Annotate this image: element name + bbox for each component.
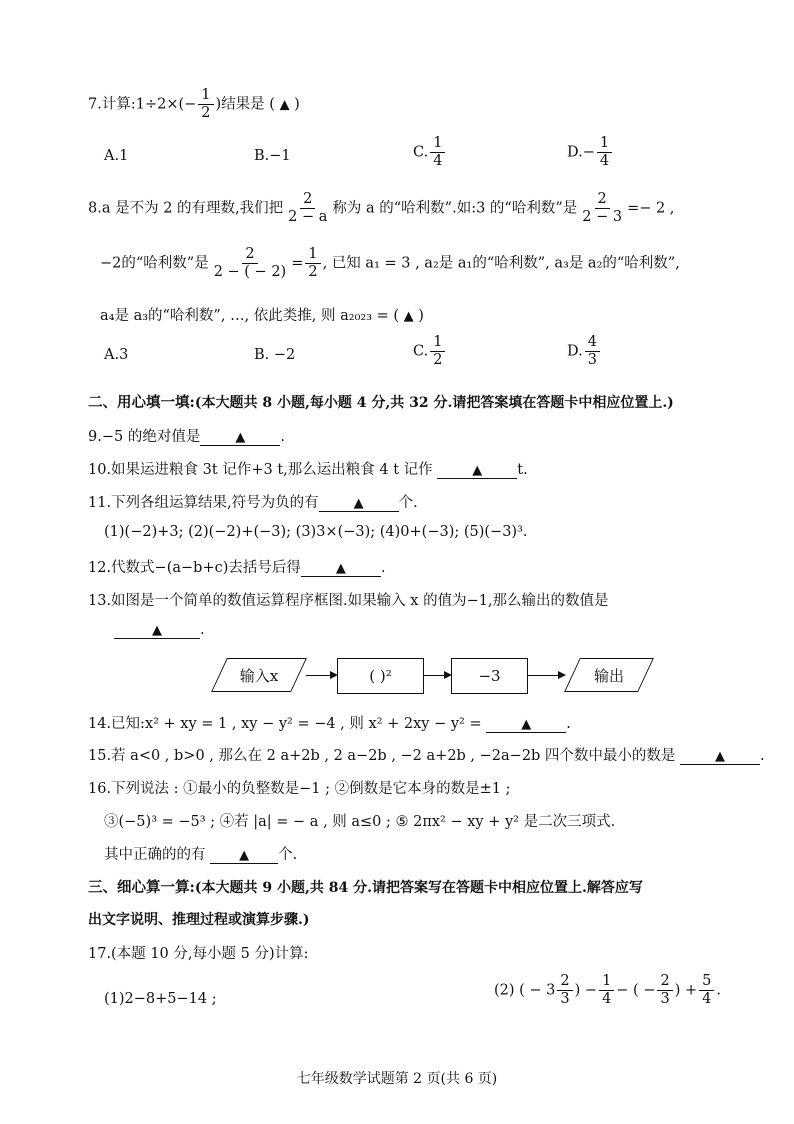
q8-line-3: a₄是 a₃的“哈利数”, …, 依此类推, 则 a₂₀₂₃ = ( ▲ ) [100,308,424,324]
flow-input-box: 输入x [219,658,299,692]
q17-part-1: (1)2−8+5−14 ; [104,991,217,1007]
q7-option-d: D.− $\frac{1}{4}$ [567,136,614,169]
q8-option-b: B. −2 [254,347,296,363]
q10: 10.如果运进粮食 3t 记作+3 t,那么运出粮食 4 t 记作 ▲ t. [88,462,528,478]
flow-square-box: ( )² [337,658,424,694]
q11-items: (1)(−2)+3; (2)(−2)+(−3); (3)3×(−3); (4)0+(−3); (5)(−3)³. [104,524,528,540]
flow-arrow [424,675,450,676]
answer-marker: ▲ [279,97,290,113]
q8-line-1: 8.a 是不为 2 的有理数,我们把 $\frac{2}{2 - a}$ 称为 a 的“哈利数”.如:3 的“哈利数”是 $\frac{2}{2 - 3}$ =− 2 , [88,191,675,226]
answer-marker: ▲ [403,309,414,324]
q16-line-3: 其中正确的的有 ▲ 个. [104,847,298,863]
section-3-header: 三、细心算一算:(本大题共 9 小题,共 84 分.请把答案写在答题卡中相应位置上.解答应写 [88,879,643,896]
q13-blank: ▲ . [114,622,205,639]
q17-part-2: (2) ( − 3 $\frac{2}{3}$ ) − $\frac{1}{4}$ − ( − $\frac{2}{3}$ ) + $\frac{5}{4}$ . [494,973,721,1008]
q7-stem: 7.计算:1÷2×(− $\frac{1}{2}$ )结果是 ( ▲ ) [88,87,300,122]
q14: 14.已知:x² + xy = 1 , xy − y² = −4 , 则 x² + 2xy − y² = ▲ . [88,716,571,732]
q12: 12.代数式−(a−b+c)去括号后得 ▲ . [88,560,386,576]
q11: 11.下列各组运算结果,符号为负的有 ▲ 个. [88,495,418,511]
q7-option-b: B.−1 [254,148,291,164]
page-footer: 七年级数学试题第 2 页(共 6 页) [296,1071,498,1087]
q7-option-a: A.1 [104,148,129,164]
q8-option-a: A.3 [104,347,129,363]
flow-output-box: 输出 [572,658,646,692]
q7-option-c: C. $\frac{1}{4}$ [413,136,447,169]
section-2-header: 二、用心填一填:(本大题共 8 小题,每小题 4 分,共 32 分.请把答案填在答题卡中相应位置上.) [88,394,674,411]
q13: 13.如图是一个简单的数值运算程序框图.如果输入 x 的值为−1,那么输出的数值是 [88,593,609,609]
section-3-header-cont: 出文字说明、推理过程或演算步骤.) [88,912,310,928]
q16-line-2: ③(−5)³ = −5³ ; ④若 |a| = − a , 则 a≤0 ; ⑤ 2πx² − xy + y² 是二次三项式. [104,814,616,830]
q17-head: 17.(本题 10 分,每小题 5 分)计算: [88,946,309,962]
q8-option-d: D. $\frac{4}{3}$ [567,335,602,368]
q8-option-c: C. $\frac{1}{2}$ [413,335,447,368]
q15: 15.若 a<0 , b>0 , 那么在 2 a+2b , 2 a−2b , −2 a+2b , −2a−2b 四个数中最小的数是 ▲ . [88,748,765,764]
flow-arrow [528,675,564,676]
fraction: $\frac{1}{2}$ [198,88,213,121]
q8-line-2: −2的“哈利数”是 $\frac{2}{2 - ( - 2)}$ = $\frac{1}{2}$ , 已知 a₁ = 3 , a₂是 a₁的“哈利数”, a₃是 a₂的“哈利数”, [100,246,680,281]
q16-line-1: 16.下列说法 : ①最小的负整数是−1 ; ②倒数是它本身的数是±1 ; [88,781,511,797]
flow-arrow [306,675,336,676]
flow-minus-box: −3 [451,658,528,694]
q9: 9.−5 的绝对值是 ▲ . [88,429,285,445]
